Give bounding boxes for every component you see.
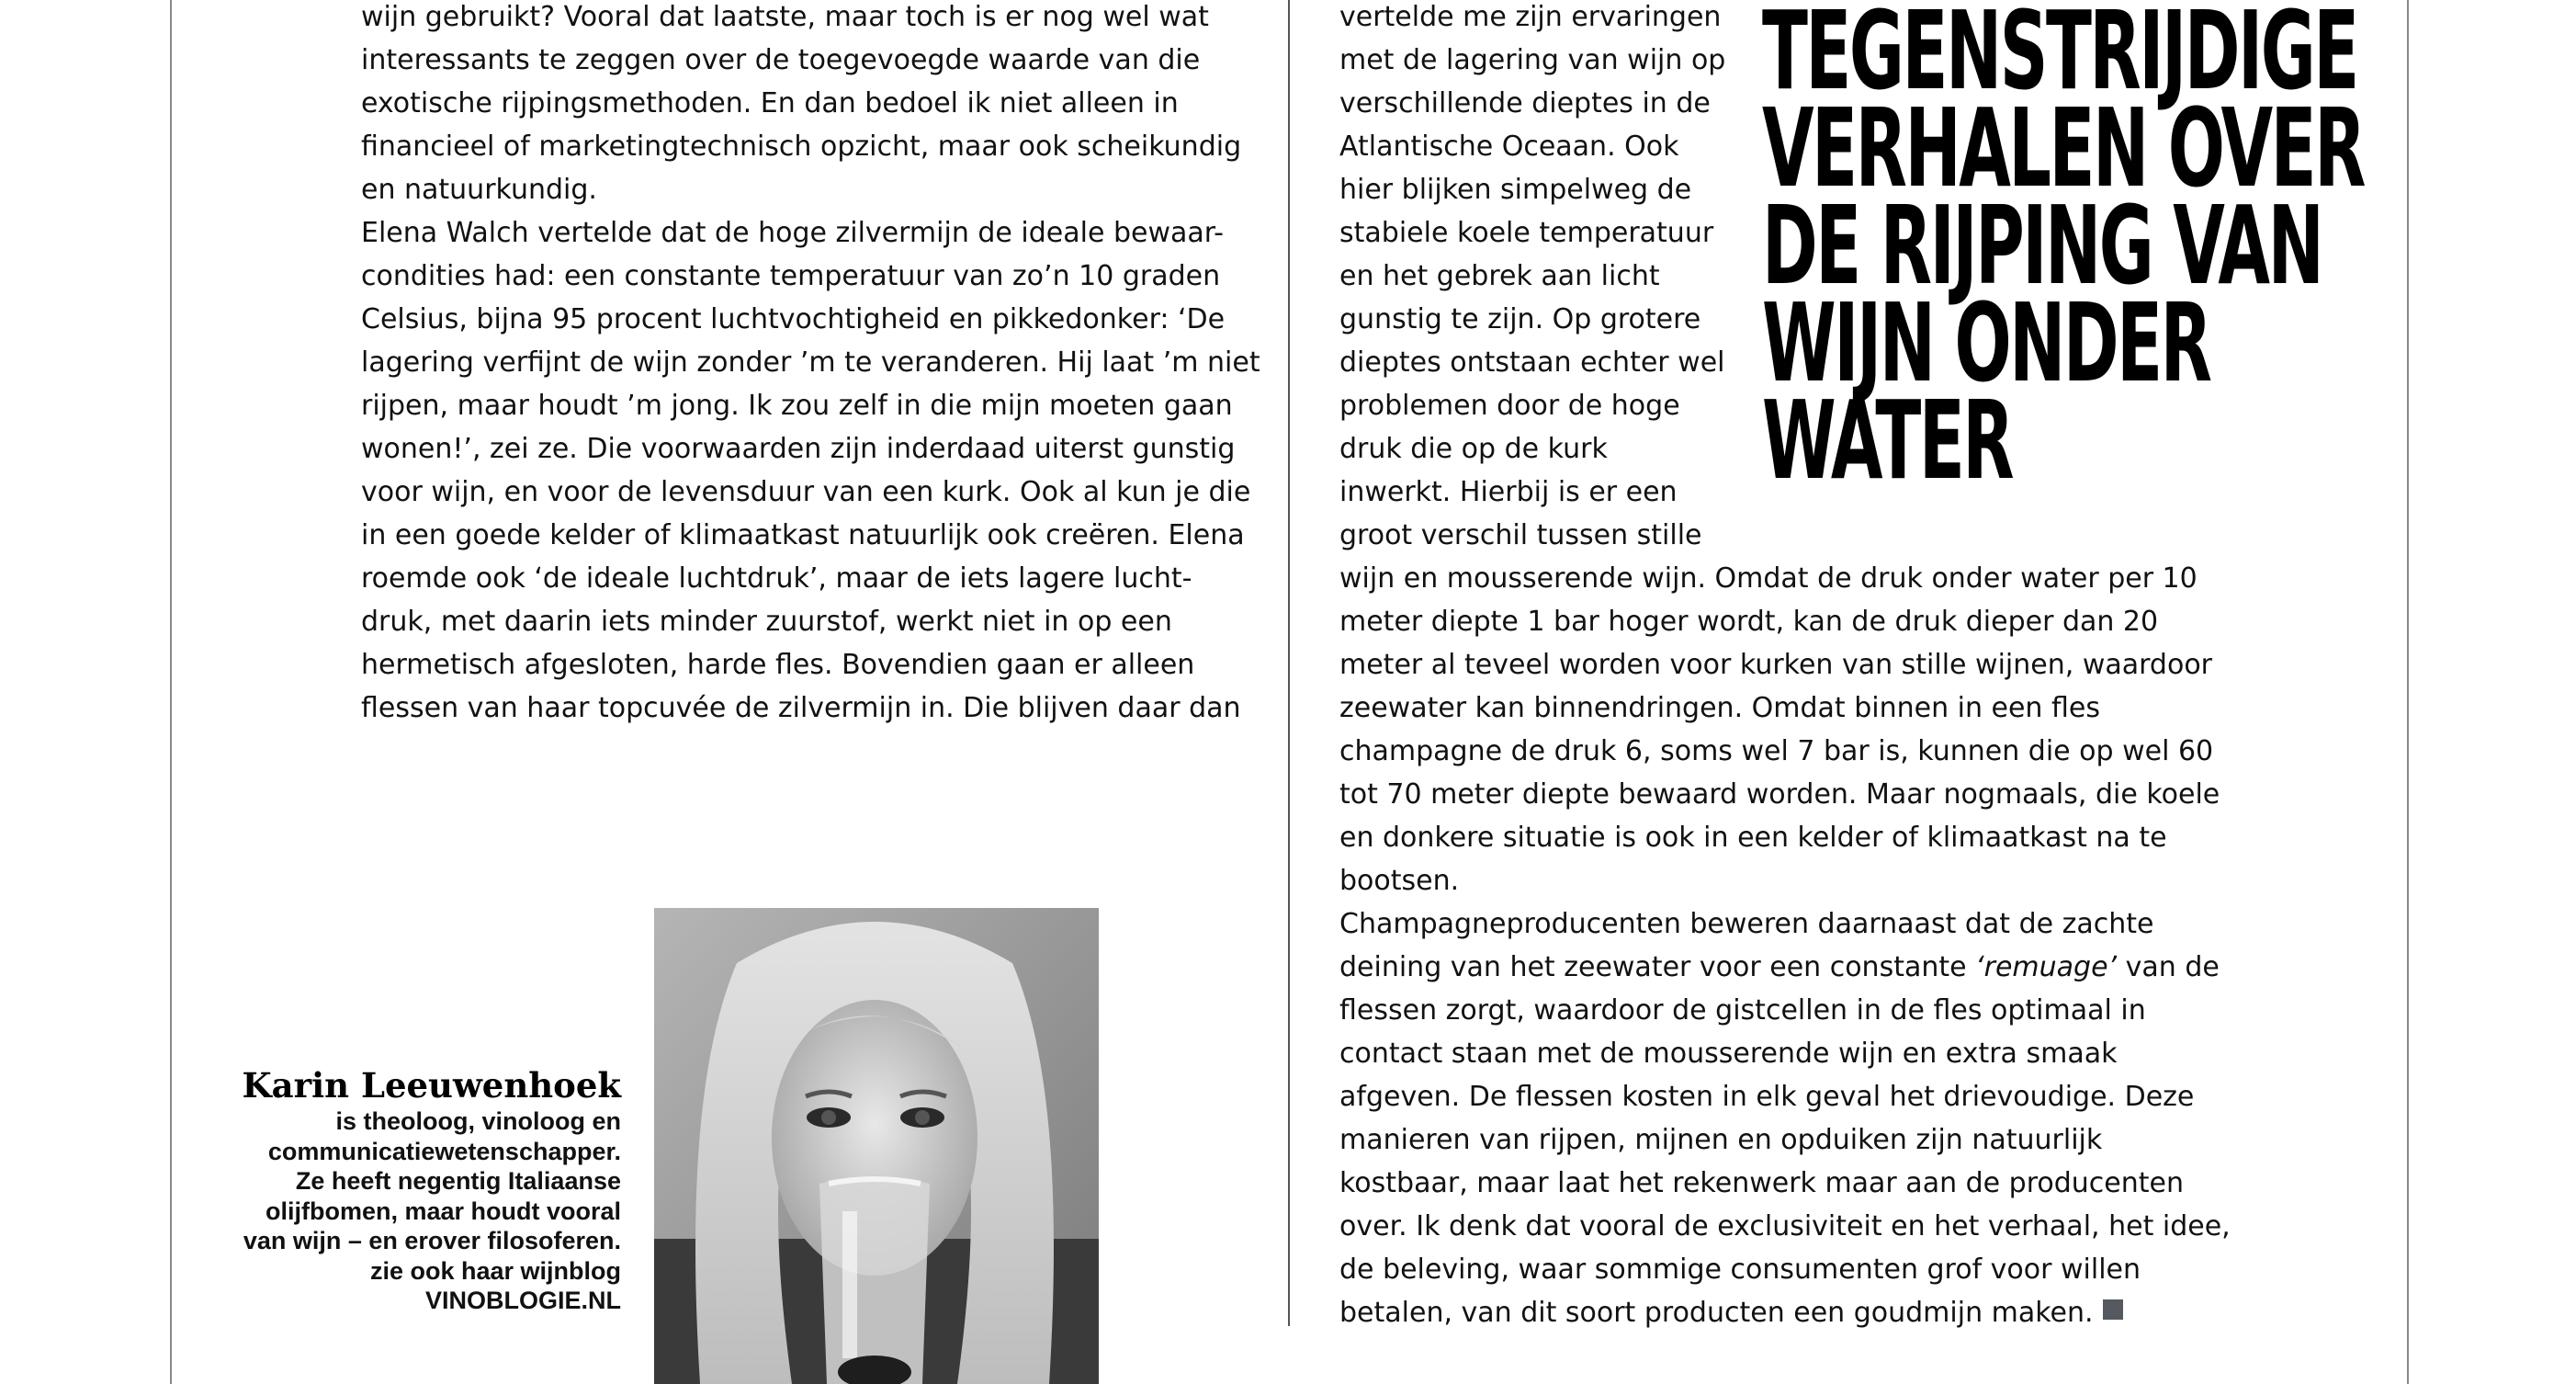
text-span: van de <box>2117 951 2220 983</box>
text-line: druk, met daarin iets minder zuurstof, werkt niet in op een <box>361 606 1172 638</box>
text-span: betalen, van dit soort producten een goudmijn maken. <box>1339 1297 2094 1329</box>
column-divider <box>1288 0 1290 1326</box>
text-line: wonen!’, zei ze. Die voorwaarden zijn inderdaad uiterst gunstig <box>361 433 1236 465</box>
headline-line: TEGENSTRIJDIGE <box>1762 0 2357 114</box>
text-line: druk die op de kurk <box>1339 433 1608 465</box>
text-line: meter diepte 1 bar hoger wordt, kan de druk dieper dan 20 <box>1339 606 2159 638</box>
end-of-article-square-icon <box>2103 1299 2123 1320</box>
text-line: lagering verfijnt de wijn zonder ’m te veranderen. Hij laat ’m niet <box>361 346 1260 379</box>
text-line: gunstig te zijn. Op grotere <box>1339 303 1701 335</box>
text-line: Celsius, bijna 95 procent luchtvochtigheid en pikkedonker: ‘De <box>361 303 1226 335</box>
text-line: roemde ook ‘de ideale luchtdruk’, maar de iets lagere lucht- <box>361 562 1192 595</box>
text-span: deining van het zeewater voor een constante <box>1339 951 1976 983</box>
page-edge-left <box>170 0 172 1384</box>
text-line: inwerkt. Hierbij is er een <box>1339 476 1678 508</box>
page-edge-right <box>2407 0 2409 1384</box>
text-line: afgeven. De flessen kosten in elk geval het drievoudige. Deze <box>1339 1081 2195 1113</box>
text-line: en natuurkundig. <box>361 174 597 206</box>
text-line: flessen van haar topcuvée de zilvermijn in. Die blijven daar dan <box>361 692 1241 724</box>
text-line: condities had: een constante temperatuur van zo’n 10 graden <box>361 260 1221 292</box>
bio-line: zie ook haar wijnblog <box>369 1256 621 1285</box>
text-line: problemen door de hoge <box>1339 390 1680 422</box>
text-line: contact staan met de mousserende wijn en extra smaak <box>1339 1038 2118 1070</box>
text-line: interessants te zeggen over de toegevoegde waarde van die <box>361 44 1201 76</box>
text-line: dieptes ontstaan echter wel <box>1339 346 1725 379</box>
author-photo <box>654 908 1099 1384</box>
text-line: voor wijn, en voor de levensduur van een kurk. Ook al kun je die <box>361 476 1251 508</box>
headline-line: WATER <box>1762 377 2013 504</box>
bio-line: Ze heeft negentig Italiaanse <box>295 1167 621 1195</box>
text-line: hermetisch afgesloten, harde fles. Bovendien gaan er alleen <box>361 649 1195 681</box>
author-portrait-image <box>654 908 1099 1384</box>
text-line: hier blijken simpelweg de <box>1339 174 1692 206</box>
text-line: stabiele koele temperatuur <box>1339 217 1714 249</box>
text-line: zeewater kan binnendringen. Omdat binnen in een fles <box>1339 692 2100 724</box>
text-line: de beleving, waar sommige consumenten grof voor willen <box>1339 1254 2141 1286</box>
text-line: en donkere situatie is ook in een kelder of klimaatkast na te <box>1339 822 2167 854</box>
text-line: exotische rijpingsmethoden. En dan bedoel ik niet alleen in <box>361 87 1179 119</box>
text-line: financieel of marketingtechnisch opzicht, maar ook scheikundig <box>361 130 1242 163</box>
text-line: flessen zorgt, waardoor de gistcellen in de fles optimaal in <box>1339 994 2146 1027</box>
text-line: met de lagering van wijn op <box>1339 44 1726 76</box>
text-line: tot 70 meter diepte bewaard worden. Maar nogmaals, die koele <box>1339 778 2220 811</box>
text-line: meter al teveel worden voor kurken van stille wijnen, waardoor <box>1339 649 2213 681</box>
text-line: groot verschil tussen stille <box>1339 519 1702 551</box>
text-line: vertelde me zijn ervaringen <box>1339 1 1722 33</box>
text-line: kostbaar, maar laat het rekenwerk maar aan de producenten <box>1339 1167 2184 1199</box>
bio-line: van wijn – en erover filosoferen. <box>243 1227 621 1254</box>
headline-line: WIJN ONDER <box>1762 279 2210 406</box>
text-line: wijn en mousserende wijn. Omdat de druk onder water per 10 <box>1339 562 2198 595</box>
text-line: manieren van rijpen, mijnen en opduiken zijn natuurlijk <box>1339 1124 2103 1156</box>
emphasis-remuage: ‘remuage’ <box>1975 951 2118 983</box>
text-line <box>1339 1291 2123 1334</box>
text-line: in een goede kelder of klimaatkast natuurlijk ook creëren. Elena <box>361 519 1245 551</box>
article-headline <box>1762 0 2365 504</box>
text-line: verschillende dieptes in de <box>1339 87 1711 119</box>
headline-line: VERHALEN OVER <box>1762 85 2365 211</box>
bio-line: communicatiewetenschapper. <box>267 1137 621 1165</box>
text-line: wijn gebruikt? Vooral dat laatste, maar toch is er nog wel wat <box>361 1 1209 33</box>
bio-line: olijfbomen, maar houdt vooral <box>265 1197 621 1225</box>
author-name: Karin Leeuwenhoek <box>242 1065 621 1106</box>
text-line <box>1339 946 2220 989</box>
blog-link[interactable]: VINOBLOGIE.NL <box>424 1287 621 1314</box>
author-bio <box>175 1064 621 1316</box>
text-line: over. Ik denk dat vooral de exclusiviteit en het verhaal, het idee, <box>1339 1210 2231 1242</box>
headline-line: DE RIJPING VAN <box>1762 182 2322 309</box>
text-line: rijpen, maar houdt ’m jong. Ik zou zelf in die mijn moeten gaan <box>361 390 1233 422</box>
text-line: Atlantische Oceaan. Ook <box>1339 130 1679 163</box>
text-line: champagne de druk 6, soms wel 7 bar is, kunnen die op wel 60 <box>1339 735 2214 767</box>
text-line: bootsen. <box>1339 865 1460 897</box>
text-line: Champagneproducenten beweren daarnaast dat de zachte <box>1339 908 2154 940</box>
bio-line: is theoloog, vinoloog en <box>335 1107 621 1135</box>
text-line: Elena Walch vertelde dat de hoge zilvermijn de ideale bewaar- <box>361 217 1224 249</box>
text-line: en het gebrek aan licht <box>1339 260 1660 292</box>
